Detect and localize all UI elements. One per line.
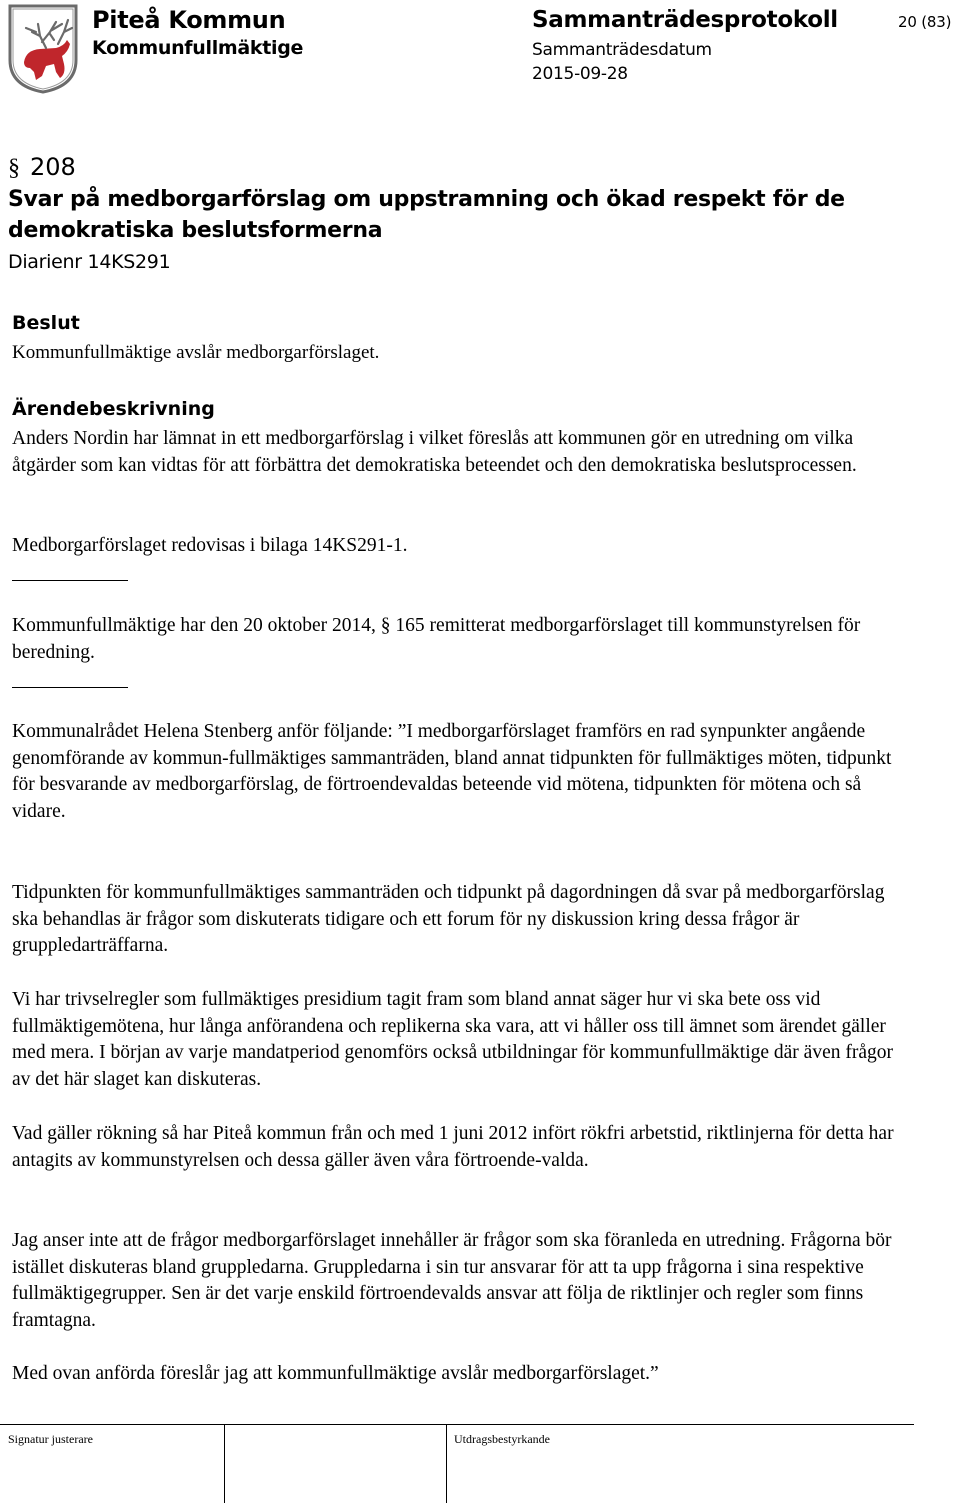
paragraph-9: Med ovan anförda föreslår jag att kommunfullmäktige avslår medborgarförslaget.” bbox=[12, 1363, 659, 1384]
signature-label: Signatur justerare bbox=[8, 1432, 93, 1446]
diarienr: Diarienr 14KS291 bbox=[8, 251, 171, 273]
paragraph-1: Anders Nordin har lämnat in ett medborgarförslag i vilket föreslås att kommunen gör en utredning om vilka åtgärder som kan vidtas för att förbättra det demokratiska beteendet och den demokratiska beslutsprocessen. bbox=[12, 428, 857, 476]
meeting-date-label: Sammanträdesdatum bbox=[532, 40, 712, 60]
paragraph-8: Jag anser inte att de frågor medborgarförslaget innehåller är frågor som ska föranleda en utredning. Frågorna bör istället diskuteras bland gruppledarna. Gruppledarna i sin tur ansvarar för att ta upp frågorna i sina respektive fullmäktigegrupper. Sen är det varje enskild förtroendevalds ansvar att följa de riktlinjer och regler som finns framtagna. bbox=[12, 1230, 892, 1331]
extract-certification-label: Utdragsbestyrkande bbox=[454, 1432, 550, 1446]
paragraph-7: Vad gäller rökning så har Piteå kommun från och med 1 juni 2012 infört rökfri arbetstid, riktlinjerna för detta har antagits av kommunstyrelsen och dessa gäller även våra förtroende-valda. bbox=[12, 1123, 894, 1171]
footer-column-divider bbox=[224, 1424, 225, 1503]
section-number-value: 208 bbox=[30, 153, 76, 181]
case-description-heading: Ärendebeskrivning bbox=[12, 398, 215, 420]
body-name: Kommunfullmäktige bbox=[92, 37, 304, 59]
paragraph-sign: § bbox=[8, 155, 20, 181]
footer-column-divider bbox=[446, 1424, 447, 1503]
separator-line bbox=[12, 687, 128, 688]
separator-line bbox=[12, 580, 128, 581]
paragraph-2: Medborgarförslaget redovisas i bilaga 14KS291-1. bbox=[12, 535, 408, 556]
section-number bbox=[8, 152, 76, 183]
decision-text: Kommunfullmäktige avslår medborgarförslaget. bbox=[12, 342, 380, 363]
paragraph-4: Kommunalrådet Helena Stenberg anför följande: ”I medborgarförslaget framförs en rad synpunkter angående genomförande av kommun-fullmäktiges sammanträden, bland annat tidpunkten för fullmäktiges möten, tidpunkt för besvarande av medborgarförslag, de förtroendevaldas beteende vid mötena, tidpunkten för mötena och så vidare. bbox=[12, 721, 892, 822]
footer-divider bbox=[0, 1424, 914, 1425]
paragraph-5: Tidpunkten för kommunfullmäktiges sammanträden och tidpunkt på dagordningen då svar på medborgarförslag ska behandlas är frågor som diskuterats tidigare och ett forum för ny diskussion kring dessa frågor är gruppledarträffarna. bbox=[12, 882, 885, 956]
section-title: Svar på medborgarförslag om uppstramning och ökad respekt för de demokratiska beslutsformerna bbox=[8, 187, 845, 243]
page-number: 20 (83) bbox=[898, 13, 952, 31]
paragraph-3: Kommunfullmäktige har den 20 oktober 2014, § 165 remitterat medborgarförslaget till kommunstyrelsen för beredning. bbox=[12, 615, 861, 663]
meeting-date: 2015-09-28 bbox=[532, 64, 628, 84]
reindeer-coat-of-arms-icon bbox=[6, 2, 80, 94]
document-type: Sammanträdesprotokoll bbox=[532, 7, 838, 33]
decision-heading: Beslut bbox=[12, 312, 80, 334]
paragraph-6: Vi har trivselregler som fullmäktiges presidium tagit fram som bland annat säger hur vi ska bete oss vid fullmäktigemötena, hur långa anförandena och replikerna ska vara, att vi håller oss till ämnet som ärendet gäller med mera. I början av varje mandatperiod genomförs också utbildningar för kommunfullmäktige där även frågor av det här slaget kan diskuteras. bbox=[12, 989, 893, 1090]
organization-name: Piteå Kommun bbox=[92, 6, 286, 34]
